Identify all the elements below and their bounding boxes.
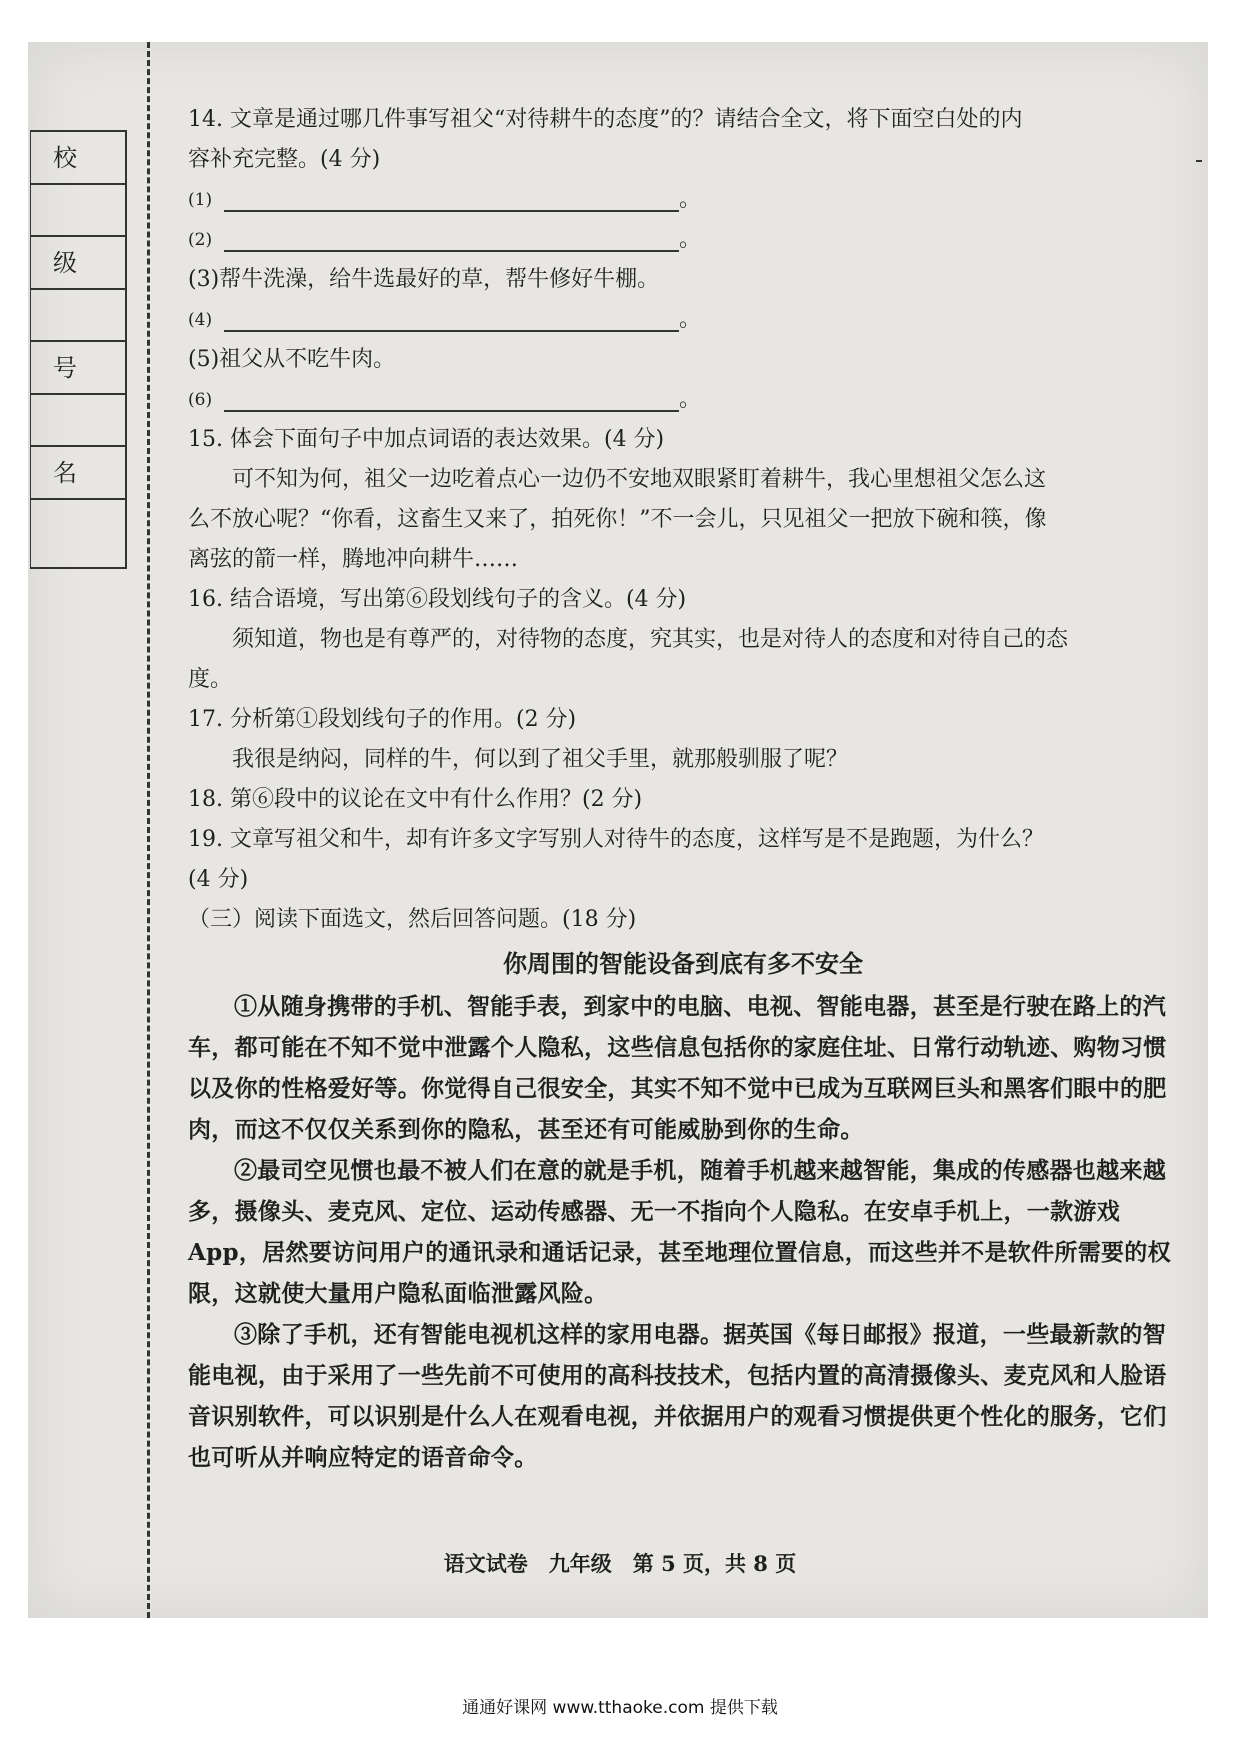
answer-blank-line[interactable] <box>224 308 679 332</box>
class-label: 级 <box>31 237 125 290</box>
q14-stem-line2: 容补充完整。(4 分) <box>188 147 381 172</box>
school-label: 校 <box>31 132 125 185</box>
edge-mark <box>1196 160 1202 162</box>
q14-item-label: (5) <box>188 347 220 372</box>
article-title: 你周围的智能设备到底有多不安全 <box>503 949 863 978</box>
question-17 <box>188 700 1178 780</box>
q17-quote: 我很是纳闷，同样的牛，何以到了祖父手里，就那般驯服了呢？ <box>232 747 849 772</box>
number-label: 号 <box>31 342 125 395</box>
name-label: 名 <box>31 447 125 500</box>
q14-item-end: 。 <box>679 227 702 252</box>
q16-stem: 16. 结合语境，写出第⑥段划线句子的含义。(4 分) <box>188 587 687 612</box>
q16-quote-line2: 度。 <box>188 667 233 692</box>
q14-stem-line1: 14. 文章是通过哪几件事写祖父“对待耕牛的态度”的？请结合全文，将下面空白处的内 <box>188 107 1023 132</box>
question-14 <box>188 100 1178 420</box>
binding-dashed-line <box>147 42 150 1618</box>
answer-blank-line[interactable] <box>224 188 679 212</box>
q14-item-text: 祖父从不吃牛肉。 <box>219 347 396 372</box>
question-16 <box>188 580 1178 700</box>
answer-blank-line[interactable] <box>224 388 679 412</box>
q14-answer-1[interactable] <box>188 180 1178 220</box>
q18-stem: 18. 第⑥段中的议论在文中有什么作用？(2 分) <box>188 787 643 812</box>
q14-item-end: 。 <box>679 387 702 412</box>
name-blank <box>31 500 125 552</box>
q14-answer-4[interactable] <box>188 300 1178 340</box>
article-paragraph-1: ①从随身携带的手机、智能手表，到家中的电脑、电视、智能电器，甚至是行驶在路上的汽车，都可能在不知不觉中泄露个人隐私，这些信息包括你的家庭住址、日常行动轨迹、购物习惯以及你的性格爱好等。你觉得自己很安全，其实不知不觉中已成为互联网巨头和黑客们眼中的肥肉，而这不仅仅关系到你的隐私，甚至还有可能威胁到你的生命。 <box>188 993 1167 1143</box>
q14-item-3 <box>188 260 1178 300</box>
q19-stem-line1: 19. 文章写祖父和牛，却有许多文字写别人对待牛的态度，这样写是不是跑题，为什么？ <box>188 827 1044 852</box>
section3-heading: （三）阅读下面选文，然后回答问题。(18 分) <box>188 907 637 932</box>
q14-item-end: 。 <box>679 187 702 212</box>
download-credit: 通通好课网 www.tthaoke.com 提供下载 <box>462 1698 778 1718</box>
q14-item-label: (1) <box>188 190 213 210</box>
q14-item-label: (2) <box>188 230 213 250</box>
number-blank <box>31 395 125 447</box>
answer-blank-line[interactable] <box>224 228 679 252</box>
article-paragraph-3: ③除了手机，还有智能电视机这样的家用电器。据英国《每日邮报》报道，一些最新款的智能电视，由于采用了一些先前不可使用的高科技技术，包括内置的高清摄像头、麦克风和人脸语音识别软件，可以识别是什么人在观看电视，并依据用户的观看习惯提供更个性化的服务，它们也可听从并响应特定的语音命令。 <box>188 1321 1167 1471</box>
article-paragraph-2: ②最司空见惯也最不被人们在意的就是手机，随着手机越来越智能，集成的传感器也越来越多，摄像头、麦克风、定位、运动传感器、无一不指向个人隐私。在安卓手机上，一款游戏 App，居然要访问用户的通讯录和通话记录，甚至地理位置信息，而这些并不是软件所需要的权限，这就使大量用户隐私面临泄露风险。 <box>188 1157 1171 1307</box>
q19-stem-line2: (4 分) <box>188 867 249 892</box>
q15-quote-line3: 离弦的箭一样，腾地冲向耕牛…… <box>188 547 519 572</box>
q14-item-label: (3) <box>188 267 220 292</box>
school-blank <box>31 185 125 237</box>
page-footer: 语文试卷 九年级 第 5 页，共 8 页 <box>443 1551 797 1576</box>
q14-item-end: 。 <box>679 307 702 332</box>
q14-item-5 <box>188 340 1178 380</box>
q17-stem: 17. 分析第①段划线句子的作用。(2 分) <box>188 707 577 732</box>
q15-quote-line2: 么不放心呢？“你看，这畜生又来了，拍死你！”不一会儿，只见祖父一把放下碗和筷，像 <box>188 507 1047 532</box>
student-info-box <box>30 130 127 569</box>
exam-content <box>188 100 1178 1478</box>
class-blank <box>31 290 125 342</box>
q16-quote-line1: 须知道，物也是有尊严的，对待物的态度，究其实，也是对待人的态度和对待自己的态 <box>232 627 1069 652</box>
q15-quote-line1: 可不知为何，祖父一边吃着点心一边仍不安地双眼紧盯着耕牛，我心里想祖父怎么这 <box>232 467 1047 492</box>
q14-item-label: (6) <box>188 390 213 410</box>
q15-stem: 15. 体会下面句子中加点词语的表达效果。(4 分) <box>188 427 665 452</box>
question-18 <box>188 780 1178 820</box>
question-19 <box>188 820 1178 900</box>
q14-item-text: 帮牛洗澡，给牛选最好的草，帮牛修好牛棚。 <box>219 267 660 292</box>
q14-item-label: (4) <box>188 310 213 330</box>
question-15 <box>188 420 1178 580</box>
section-3 <box>188 900 1178 1478</box>
q14-answer-2[interactable] <box>188 220 1178 260</box>
q14-answer-6[interactable] <box>188 380 1178 420</box>
